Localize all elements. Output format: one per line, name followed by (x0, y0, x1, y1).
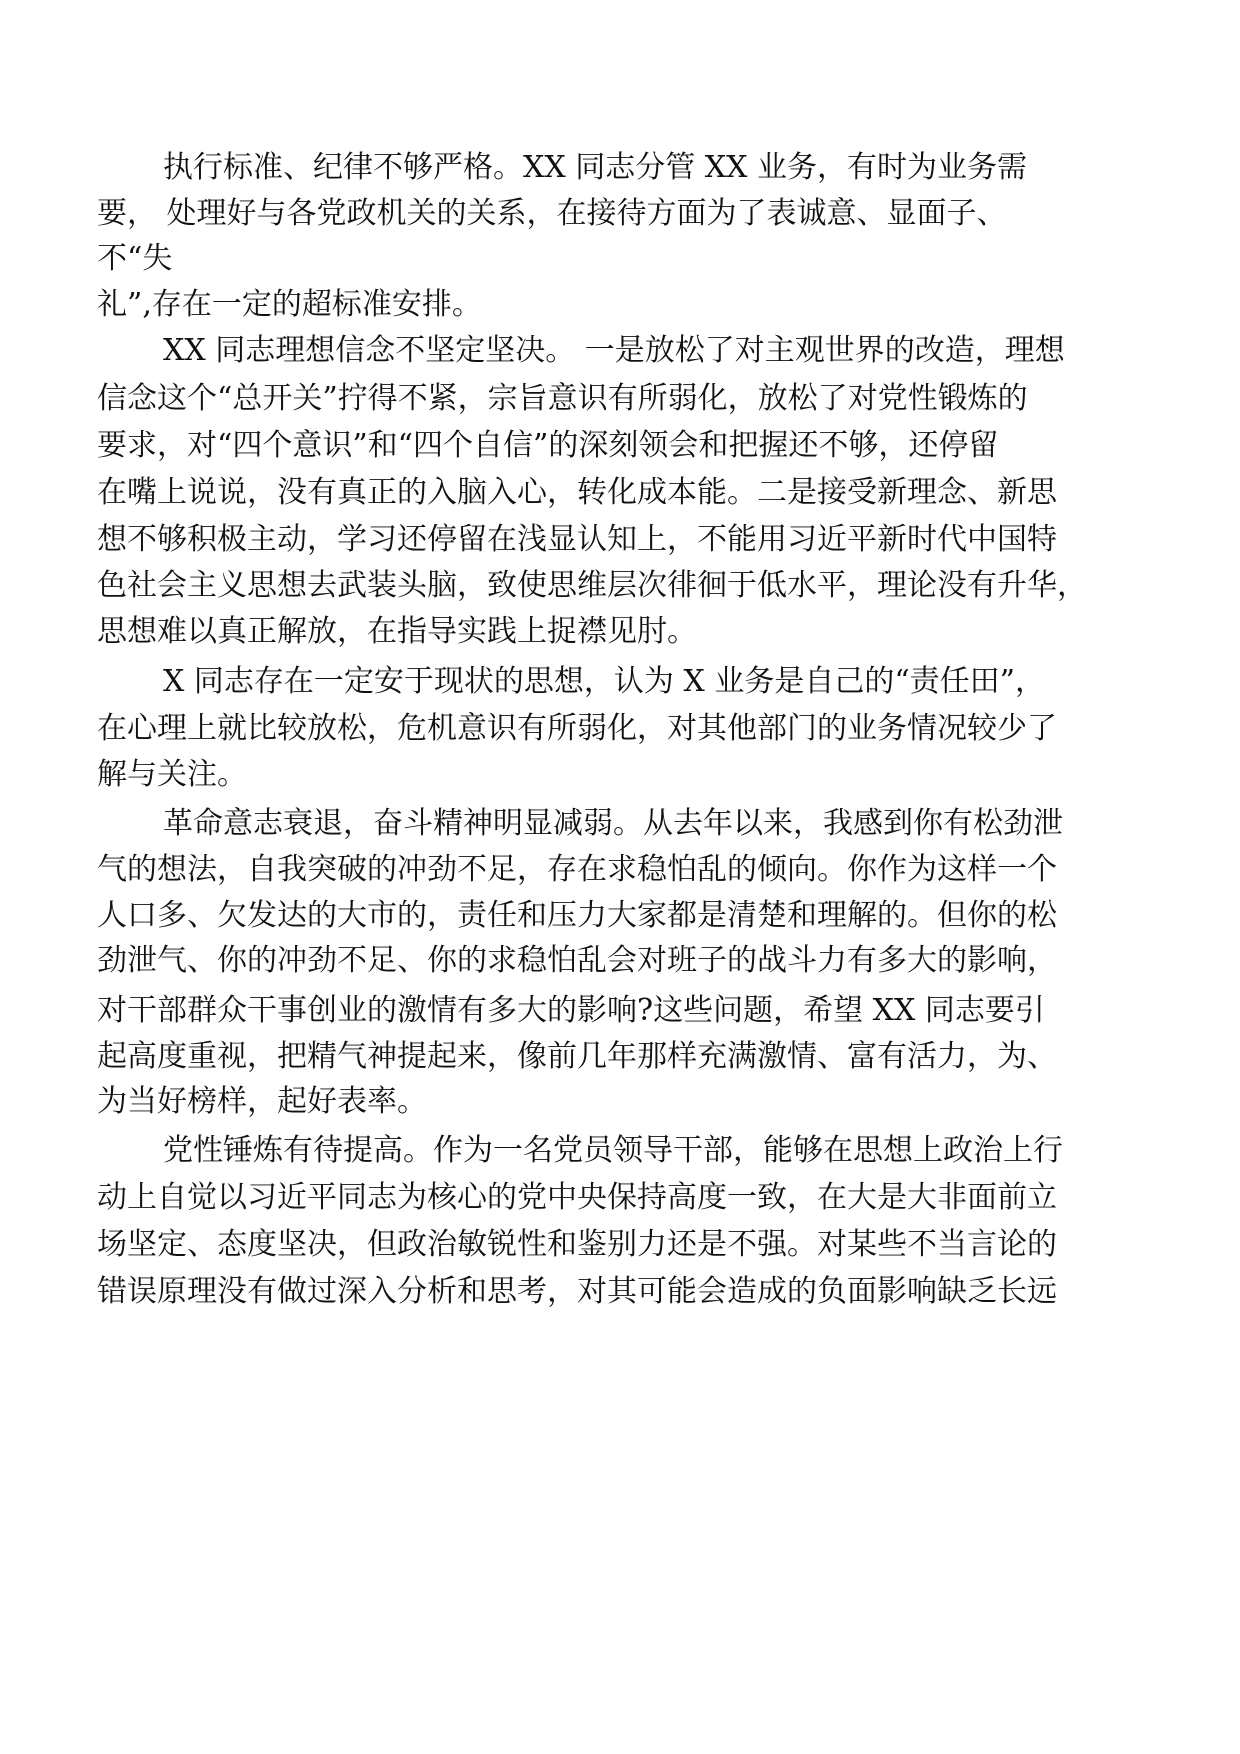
text-line: 人口多、欠发达的大市的，责任和压力大家都是清楚和理解的。但你的松 (97, 898, 1057, 933)
text-line: 党性锤炼有待提高。作为一名党员领导干部，能够在思想上政治上行 (163, 1133, 1063, 1168)
text-line: 想不够积极主动，学习还停留在浅显认知上，不能用习近平新时代中国特 (97, 522, 1057, 557)
text-line: 劲泄气、你的冲劲不足、你的求稳怕乱会对班子的战斗力有多大的影响， (97, 943, 1057, 978)
text-line: 革命意志衰退，奋斗精神明显减弱。从去年以来，我感到你有松劲泄 (163, 806, 1063, 841)
text-line: 场坚定、态度坚决，但政治敏锐性和鉴别力还是不强。对某些不当言论的 (97, 1227, 1057, 1262)
text-line: 要求，对“四个意识”和“四个自信”的深刻领会和把握还不够，还停留 (97, 428, 999, 463)
text-line: 为当好榜样，起好表率。 (97, 1084, 427, 1119)
text-line: 信念这个“总开关”拧得不紧，宗旨意识有所弱化，放松了对党性锻炼的 (97, 381, 1028, 416)
text-line: XX 同志理想信念不坚定坚决。 一是放松了对主观世界的改造，理想 (163, 333, 1065, 368)
text-line: 礼”,存在一定的超标准安排。 (97, 287, 482, 322)
text-line: 气的想法，自我突破的冲劲不足，存在求稳怕乱的倾向。你作为这样一个 (97, 852, 1057, 887)
text-line: 对干部群众干事创业的激情有多大的影响?这些问题，希望 XX 同志要引 (97, 993, 1045, 1028)
text-line: 执行标准、纪律不够严格。XX 同志分管 XX 业务，有时为业务需 (163, 150, 1028, 185)
text-line: 思想难以真正解放，在指导实践上捉襟见肘。 (97, 614, 697, 649)
text-line: 动上自觉以习近平同志为核心的党中央保持高度一致，在大是大非面前立 (97, 1180, 1057, 1215)
text-line: 不“失 (97, 241, 173, 276)
text-line: 在心理上就比较放松，危机意识有所弱化，对其他部门的业务情况较少了 (97, 711, 1057, 746)
text-line: 解与关注。 (97, 757, 247, 792)
text-line: 错误原理没有做过深入分析和思考，对其可能会造成的负面影响缺乏长远 (97, 1274, 1057, 1309)
text-line: 要， 处理好与各党政机关的关系，在接待方面为了表诚意、显面子、 (97, 196, 1007, 231)
text-line: 色社会主义思想去武装头脑，致使思维层次徘徊于低水平，理论没有升华， (97, 568, 1087, 603)
text-line: 起高度重视，把精气神提起来，像前几年那样充满激情、富有活力，为、 (97, 1039, 1057, 1074)
text-line: X 同志存在一定安于现状的思想，认为 X 业务是自己的“责任田”， (163, 664, 1045, 699)
text-line: 在嘴上说说，没有真正的入脑入心，转化成本能。二是接受新理念、新思 (97, 475, 1057, 510)
